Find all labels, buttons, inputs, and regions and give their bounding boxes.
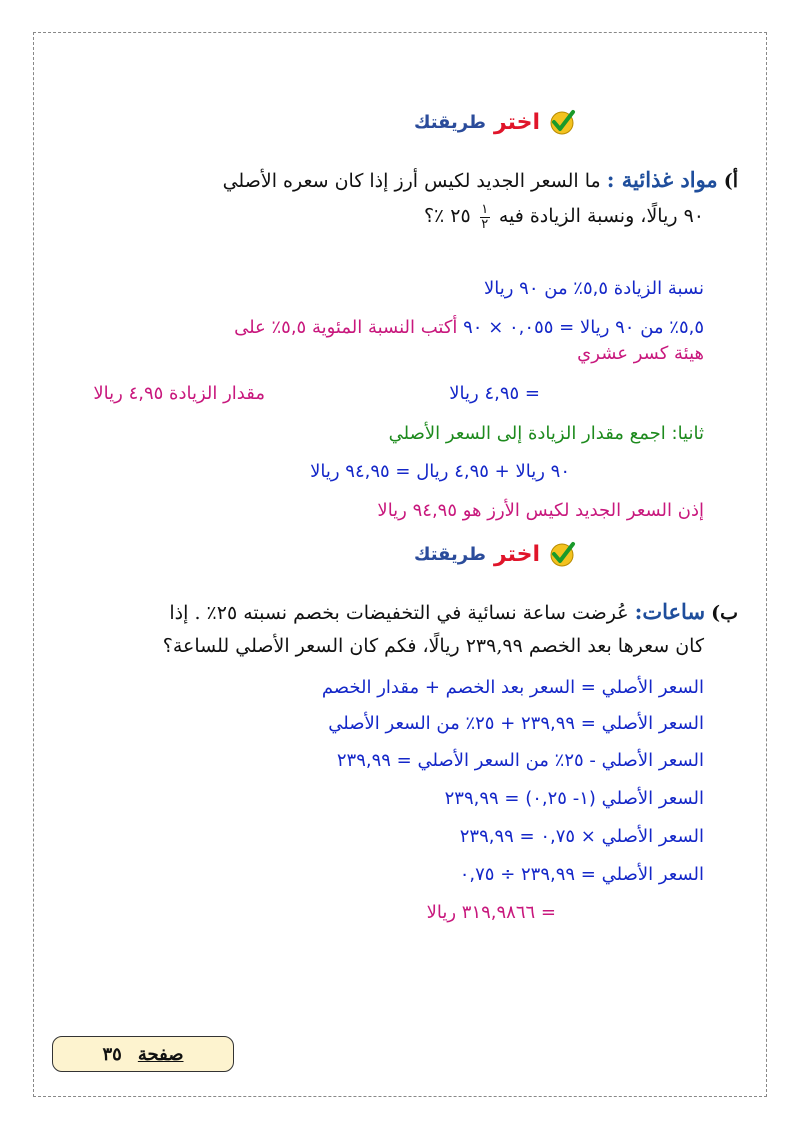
page-label: صفحة [137, 1043, 184, 1065]
question-b-line2: كان سعرها بعد الخصم ٢٣٩,٩٩ ريالًا، فكم كان السعر الأصلي للساعة؟ [162, 635, 704, 657]
sol-a-eq: ٥,٥٪ من ٩٠ ريالا = ٠,٠٥٥ × ٩٠ [463, 317, 704, 338]
sol-a-line6: ٩٠ ريالا + ٤,٩٥ ريال = ٩٤,٩٥ ريالا [310, 461, 570, 482]
question-a-line1 [223, 162, 738, 199]
checkmark-icon [548, 108, 576, 136]
sol-b-line2: السعر الأصلي = ٢٣٩,٩٩ + ٢٥٪ من السعر الأصلي [328, 713, 704, 734]
choose-way-heading-2 [414, 540, 576, 568]
sol-b-line6: السعر الأصلي = ٢٣٩,٩٩ ÷ ٠,٧٥ [459, 864, 704, 885]
choose-blue: طريقتك [413, 543, 486, 565]
question-b-topic: ساعات: [634, 599, 706, 624]
choose-blue: طريقتك [413, 111, 486, 133]
sol-a-line3: هيئة كسر عشري [577, 343, 704, 364]
sol-a-line4-note: مقدار الزيادة ٤,٩٥ ريالا [93, 383, 265, 404]
sol-a-line1: نسبة الزيادة ٥,٥٪ من ٩٠ ريالا [483, 278, 704, 299]
question-a-text: ما السعر الجديد لكيس أرز إذا كان سعره الأصلي [222, 170, 601, 192]
question-b-text: عُرضت ساعة نسائية في التخفيضات بخصم نسبته ٢٥٪ . إذا [169, 602, 629, 624]
question-a-text3: ٢٥ ٪؟ [423, 205, 471, 227]
sol-a-line7: إذن السعر الجديد لكيس الأرز هو ٩٤,٩٥ ريالا [377, 500, 704, 521]
checkmark-icon [548, 540, 576, 568]
sol-b-line5: السعر الأصلي × ٠,٧٥ = ٢٣٩,٩٩ [459, 826, 704, 847]
question-a-topic: مواد غذائية : [606, 167, 718, 192]
question-a-text2: ٩٠ ريالًا، ونسبة الزيادة فيه [498, 205, 704, 227]
sol-a-line5: ثانيا: اجمع مقدار الزيادة إلى السعر الأصلي [388, 423, 704, 444]
frac-num: ١ [481, 201, 489, 217]
question-a-line2 [424, 198, 704, 234]
sol-b-final: = ٣١٩,٩٨٦٦ ريالا [426, 902, 556, 923]
choose-red: اختر [493, 541, 540, 567]
sol-b-line3: السعر الأصلي - ٢٥٪ من السعر الأصلي = ٢٣٩,٩٩ [336, 750, 704, 771]
page-number-box [52, 1036, 234, 1072]
fraction-half [480, 203, 490, 232]
question-a-label: أ) [723, 170, 738, 192]
sol-a-note: أكتب النسبة المئوية ٥,٥٪ على [234, 317, 458, 338]
sol-b-line4: السعر الأصلي (١- ٠,٢٥) = ٢٣٩,٩٩ [444, 788, 704, 809]
question-b-line1 [169, 594, 738, 631]
choose-way-heading [414, 108, 576, 136]
frac-den: ٢ [481, 216, 489, 232]
page-number: ٣٥ [102, 1043, 122, 1065]
sol-a-line2 [234, 317, 704, 338]
choose-red: اختر [493, 109, 540, 135]
sol-b-line1: السعر الأصلي = السعر بعد الخصم + مقدار الخصم [321, 677, 704, 698]
sol-a-line4: = ٤,٩٥ ريالا [449, 383, 540, 404]
question-b-label: ب) [711, 602, 738, 624]
